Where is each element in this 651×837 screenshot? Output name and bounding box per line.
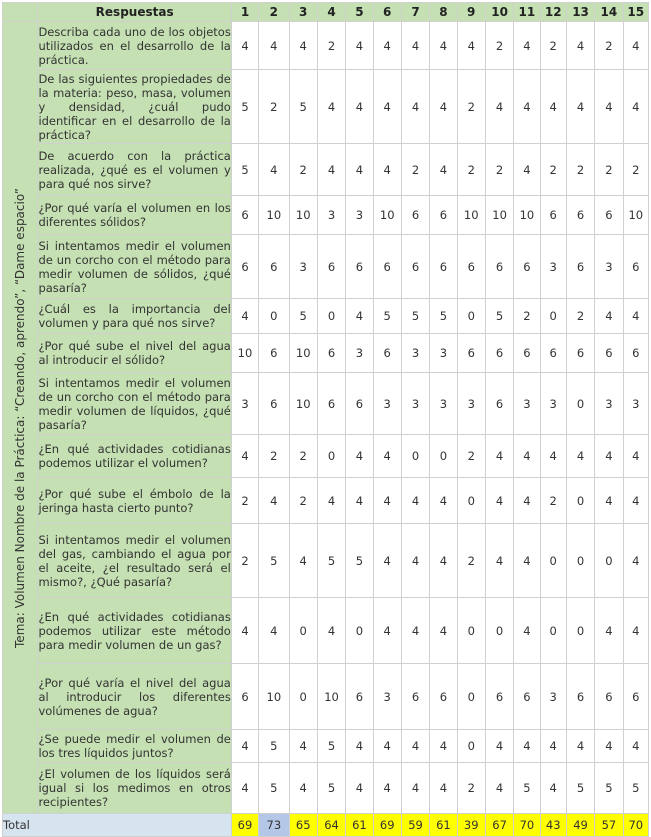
- score-cell: 4: [595, 299, 623, 334]
- score-cell: 2: [485, 22, 513, 70]
- header-row: [3, 3, 649, 22]
- score-cell: 5: [346, 524, 373, 598]
- score-cell: 4: [485, 435, 513, 478]
- score-cell: 6: [259, 235, 289, 299]
- score-cell: 4: [289, 730, 317, 763]
- score-cell: 4: [457, 22, 485, 70]
- header-col: 4: [317, 3, 345, 22]
- question-cell: Si intentamos medir el volumen de un corcho con el método para medir volumen de sólidos, ¿qué pasaría?: [38, 235, 231, 299]
- table-row: [3, 598, 649, 664]
- score-cell: 3: [623, 373, 648, 435]
- score-cell: 4: [514, 478, 540, 524]
- score-cell: 5: [373, 299, 401, 334]
- score-cell: 6: [401, 664, 429, 730]
- score-cell: 4: [346, 144, 373, 196]
- score-cell: 4: [401, 730, 429, 763]
- score-cell: 6: [566, 334, 594, 373]
- total-cell: 70: [514, 814, 540, 837]
- table-row: [3, 435, 649, 478]
- header-blank-cell: [3, 3, 38, 22]
- score-cell: 4: [373, 22, 401, 70]
- score-cell: 10: [373, 196, 401, 235]
- score-cell: 4: [514, 598, 540, 664]
- total-label: Total: [3, 814, 232, 837]
- score-cell: 2: [566, 299, 594, 334]
- score-cell: 2: [457, 70, 485, 144]
- total-cell: 59: [401, 814, 429, 837]
- score-cell: 4: [623, 22, 648, 70]
- score-cell: 4: [373, 144, 401, 196]
- score-cell: 2: [231, 478, 258, 524]
- score-cell: 4: [623, 478, 648, 524]
- score-cell: 4: [231, 22, 258, 70]
- score-cell: 4: [231, 730, 258, 763]
- score-cell: 4: [401, 763, 429, 814]
- score-cell: 0: [540, 598, 566, 664]
- header-col: 2: [259, 3, 289, 22]
- score-cell: 4: [595, 70, 623, 144]
- score-cell: 6: [430, 235, 457, 299]
- score-cell: 3: [373, 373, 401, 435]
- score-cell: 6: [317, 334, 345, 373]
- score-cell: 6: [595, 196, 623, 235]
- score-cell: 2: [566, 144, 594, 196]
- score-cell: 4: [485, 524, 513, 598]
- header-col: 9: [457, 3, 485, 22]
- score-cell: 0: [566, 478, 594, 524]
- header-col: 13: [566, 3, 594, 22]
- score-cell: 4: [401, 598, 429, 664]
- score-cell: 5: [566, 763, 594, 814]
- score-cell: 10: [231, 334, 258, 373]
- question-cell: ¿En qué actividades cotidianas podemos utilizar este método para medir volumen de un gas?: [38, 598, 231, 664]
- score-cell: 3: [540, 664, 566, 730]
- score-cell: 4: [346, 730, 373, 763]
- score-cell: 4: [485, 730, 513, 763]
- total-cell: 65: [289, 814, 317, 837]
- score-cell: 6: [623, 235, 648, 299]
- score-cell: 4: [566, 730, 594, 763]
- header-col: 11: [514, 3, 540, 22]
- question-cell: ¿En qué actividades cotidianas podemos utilizar el volumen?: [38, 435, 231, 478]
- score-cell: 4: [373, 763, 401, 814]
- score-cell: 6: [485, 235, 513, 299]
- score-cell: 6: [595, 334, 623, 373]
- score-cell: 6: [540, 334, 566, 373]
- score-cell: 5: [430, 299, 457, 334]
- score-cell: 6: [485, 334, 513, 373]
- score-cell: 2: [231, 524, 258, 598]
- score-cell: 4: [540, 763, 566, 814]
- score-cell: 0: [317, 435, 345, 478]
- question-cell: ¿Por qué sube el émbolo de la jeringa hasta cierto punto?: [38, 478, 231, 524]
- score-cell: 4: [514, 435, 540, 478]
- question-cell: ¿Cuál es la importancia del volumen y para qué nos sirve?: [38, 299, 231, 334]
- score-cell: 4: [623, 598, 648, 664]
- score-cell: 4: [401, 524, 429, 598]
- score-cell: 4: [485, 70, 513, 144]
- score-cell: 0: [566, 598, 594, 664]
- score-cell: 2: [317, 22, 345, 70]
- question-cell: Describa cada uno de los objetos utilizados en el desarrollo de la práctica.: [38, 22, 231, 70]
- score-cell: 4: [595, 598, 623, 664]
- score-cell: 3: [514, 373, 540, 435]
- score-cell: 6: [514, 235, 540, 299]
- score-cell: 4: [346, 70, 373, 144]
- header-col: 6: [373, 3, 401, 22]
- score-cell: 4: [373, 730, 401, 763]
- score-cell: 0: [289, 664, 317, 730]
- score-cell: 4: [430, 730, 457, 763]
- score-cell: 5: [317, 524, 345, 598]
- score-cell: 4: [566, 22, 594, 70]
- score-cell: 3: [401, 334, 429, 373]
- score-cell: 3: [595, 235, 623, 299]
- score-cell: 0: [430, 435, 457, 478]
- score-cell: 6: [401, 196, 429, 235]
- score-cell: 10: [623, 196, 648, 235]
- score-cell: 10: [317, 664, 345, 730]
- score-cell: 5: [595, 763, 623, 814]
- score-cell: 4: [623, 524, 648, 598]
- header-col: 5: [346, 3, 373, 22]
- table-row: [3, 373, 649, 435]
- score-cell: 0: [566, 524, 594, 598]
- header-col: 10: [485, 3, 513, 22]
- score-cell: 3: [540, 373, 566, 435]
- score-cell: 5: [259, 524, 289, 598]
- score-cell: 4: [373, 478, 401, 524]
- score-cell: 10: [259, 664, 289, 730]
- score-cell: 4: [231, 598, 258, 664]
- table-body: [3, 22, 649, 837]
- total-cell: 64: [317, 814, 345, 837]
- score-cell: 6: [231, 235, 258, 299]
- total-cell: 73: [259, 814, 289, 837]
- score-cell: 4: [401, 478, 429, 524]
- score-cell: 4: [430, 478, 457, 524]
- score-cell: 5: [514, 763, 540, 814]
- table-row: [3, 524, 649, 598]
- score-cell: 2: [289, 478, 317, 524]
- score-cell: 3: [595, 373, 623, 435]
- score-cell: 5: [317, 730, 345, 763]
- score-cell: 2: [457, 524, 485, 598]
- score-cell: 4: [346, 478, 373, 524]
- table-row: [3, 299, 649, 334]
- score-cell: 3: [346, 334, 373, 373]
- total-cell: 69: [231, 814, 258, 837]
- score-cell: 6: [566, 664, 594, 730]
- score-cell: 6: [317, 235, 345, 299]
- score-cell: 6: [623, 334, 648, 373]
- score-cell: 4: [231, 763, 258, 814]
- score-cell: 4: [346, 435, 373, 478]
- table-row: [3, 235, 649, 299]
- score-cell: 4: [289, 22, 317, 70]
- score-cell: 6: [231, 664, 258, 730]
- score-cell: 2: [289, 435, 317, 478]
- score-cell: 2: [457, 763, 485, 814]
- score-cell: 4: [623, 70, 648, 144]
- score-cell: 6: [623, 664, 648, 730]
- score-cell: 4: [540, 70, 566, 144]
- question-cell: Si intentamos medir el volumen de un corcho con el método para medir volumen de líquidos, ¿qué pasaría?: [38, 373, 231, 435]
- score-cell: 4: [514, 730, 540, 763]
- score-cell: 4: [373, 524, 401, 598]
- score-cell: 4: [317, 478, 345, 524]
- score-cell: 0: [289, 598, 317, 664]
- score-cell: 6: [346, 373, 373, 435]
- score-cell: 6: [231, 196, 258, 235]
- score-cell: 4: [317, 144, 345, 196]
- score-cell: 10: [485, 196, 513, 235]
- score-cell: 4: [540, 730, 566, 763]
- score-cell: 4: [514, 144, 540, 196]
- score-cell: 0: [457, 478, 485, 524]
- score-cell: 4: [259, 478, 289, 524]
- score-cell: 6: [259, 334, 289, 373]
- score-cell: 3: [540, 235, 566, 299]
- total-cell: 61: [430, 814, 457, 837]
- score-cell: 0: [457, 299, 485, 334]
- score-cell: 3: [430, 373, 457, 435]
- score-cell: 0: [540, 524, 566, 598]
- score-cell: 6: [373, 334, 401, 373]
- score-cell: 2: [595, 22, 623, 70]
- score-cell: 5: [259, 730, 289, 763]
- score-cell: 6: [566, 235, 594, 299]
- score-cell: 5: [259, 763, 289, 814]
- score-cell: 6: [401, 235, 429, 299]
- score-cell: 4: [259, 22, 289, 70]
- score-cell: 0: [540, 299, 566, 334]
- score-cell: 5: [289, 70, 317, 144]
- score-cell: 2: [289, 144, 317, 196]
- question-cell: ¿Por qué sube el nivel del agua al introducir el sólido?: [38, 334, 231, 373]
- score-cell: 10: [289, 196, 317, 235]
- total-cell: 70: [623, 814, 648, 837]
- table-row: [3, 334, 649, 373]
- score-cell: 4: [317, 598, 345, 664]
- score-cell: 4: [430, 763, 457, 814]
- score-cell: 4: [231, 435, 258, 478]
- score-cell: 2: [623, 144, 648, 196]
- score-cell: 2: [514, 299, 540, 334]
- table-row: [3, 144, 649, 196]
- total-cell: 49: [566, 814, 594, 837]
- question-cell: ¿Por qué varía el volumen en los diferentes sólidos?: [38, 196, 231, 235]
- score-cell: 3: [231, 373, 258, 435]
- total-cell: 43: [540, 814, 566, 837]
- table-row: [3, 478, 649, 524]
- score-cell: 2: [540, 22, 566, 70]
- score-cell: 0: [259, 299, 289, 334]
- score-cell: 4: [623, 435, 648, 478]
- score-cell: 2: [457, 435, 485, 478]
- header-col: 3: [289, 3, 317, 22]
- header-col: 1: [231, 3, 258, 22]
- question-cell: Si intentamos medir el volumen del gas, cambiando el agua por el aceite, ¿el resultado será el mismo?, ¿Qué pasaría?: [38, 524, 231, 598]
- score-cell: 3: [317, 196, 345, 235]
- score-cell: 6: [373, 235, 401, 299]
- score-cell: 3: [401, 373, 429, 435]
- score-cell: 5: [317, 763, 345, 814]
- table-row: [3, 664, 649, 730]
- score-cell: 4: [346, 763, 373, 814]
- score-cell: 4: [289, 524, 317, 598]
- table-row: [3, 196, 649, 235]
- score-cell: 6: [595, 664, 623, 730]
- score-cell: 0: [401, 435, 429, 478]
- score-cell: 0: [317, 299, 345, 334]
- score-cell: 4: [595, 730, 623, 763]
- score-cell: 5: [231, 70, 258, 144]
- score-cell: 10: [289, 373, 317, 435]
- score-cell: 6: [514, 334, 540, 373]
- score-cell: 6: [430, 664, 457, 730]
- score-cell: 0: [566, 373, 594, 435]
- score-cell: 2: [401, 144, 429, 196]
- score-cell: 6: [346, 235, 373, 299]
- score-cell: 4: [231, 299, 258, 334]
- total-cell: 61: [346, 814, 373, 837]
- question-cell: De las siguientes propiedades de la materia: peso, masa, volumen y densidad, ¿cuál pudo identificar en el desarrollo de la práctica?: [38, 71, 231, 142]
- table-row: [3, 22, 649, 70]
- score-cell: 2: [457, 144, 485, 196]
- score-cell: 5: [485, 299, 513, 334]
- score-cell: 4: [289, 763, 317, 814]
- score-cell: 2: [259, 70, 289, 144]
- score-cell: 4: [514, 70, 540, 144]
- score-cell: 4: [623, 299, 648, 334]
- score-cell: 0: [485, 598, 513, 664]
- score-cell: 4: [317, 70, 345, 144]
- header-col: 14: [595, 3, 623, 22]
- score-cell: 4: [485, 763, 513, 814]
- score-cell: 3: [289, 235, 317, 299]
- score-cell: 0: [346, 598, 373, 664]
- score-cell: 10: [514, 196, 540, 235]
- table-row: [3, 70, 649, 144]
- score-cell: 3: [373, 664, 401, 730]
- score-cell: 0: [457, 598, 485, 664]
- score-cell: 6: [485, 664, 513, 730]
- table-row: [3, 763, 649, 814]
- score-cell: 2: [259, 435, 289, 478]
- score-cell: 6: [540, 196, 566, 235]
- results-table: [2, 2, 649, 837]
- score-cell: 4: [514, 524, 540, 598]
- score-cell: 6: [457, 334, 485, 373]
- score-cell: 0: [595, 524, 623, 598]
- score-cell: 3: [430, 334, 457, 373]
- score-cell: 6: [259, 373, 289, 435]
- score-cell: 10: [457, 196, 485, 235]
- score-cell: 4: [373, 70, 401, 144]
- score-cell: 4: [430, 22, 457, 70]
- score-cell: 4: [514, 22, 540, 70]
- total-cell: 67: [485, 814, 513, 837]
- topic-side-label-cell: [3, 22, 38, 814]
- score-cell: 5: [289, 299, 317, 334]
- header-col: 8: [430, 3, 457, 22]
- score-cell: 4: [346, 299, 373, 334]
- header-respuestas: Respuestas: [38, 3, 231, 22]
- score-cell: 4: [430, 70, 457, 144]
- score-cell: 4: [373, 598, 401, 664]
- header-col: 12: [540, 3, 566, 22]
- total-cell: 57: [595, 814, 623, 837]
- score-cell: 4: [346, 22, 373, 70]
- score-cell: 2: [595, 144, 623, 196]
- score-cell: 3: [346, 196, 373, 235]
- header-col: 15: [623, 3, 648, 22]
- score-cell: 0: [457, 730, 485, 763]
- score-cell: 6: [566, 196, 594, 235]
- header-col: 7: [401, 3, 429, 22]
- score-cell: 4: [430, 144, 457, 196]
- score-cell: 2: [540, 144, 566, 196]
- score-cell: 2: [540, 478, 566, 524]
- score-cell: 10: [289, 334, 317, 373]
- question-cell: ¿El volumen de los líquidos será igual si los medimos en otros recipientes?: [38, 763, 231, 814]
- score-cell: 4: [485, 478, 513, 524]
- score-cell: 4: [430, 524, 457, 598]
- question-cell: De acuerdo con la práctica realizada, ¿qué es el volumen y para qué nos sirve?: [38, 144, 231, 196]
- score-cell: 4: [401, 22, 429, 70]
- score-cell: 4: [623, 730, 648, 763]
- score-cell: 4: [540, 435, 566, 478]
- score-cell: 4: [430, 598, 457, 664]
- score-cell: 4: [259, 144, 289, 196]
- score-cell: 4: [401, 70, 429, 144]
- total-row: [3, 814, 649, 837]
- total-cell: 39: [457, 814, 485, 837]
- score-cell: 4: [566, 435, 594, 478]
- topic-side-label: Tema: Volumen Nombre de la Práctica: “Creando, aprendo”, “Dame espacio”: [13, 187, 28, 648]
- table-row: [3, 730, 649, 763]
- score-cell: 6: [430, 196, 457, 235]
- score-cell: 6: [457, 235, 485, 299]
- score-cell: 3: [457, 373, 485, 435]
- score-cell: 2: [485, 144, 513, 196]
- score-cell: 6: [346, 664, 373, 730]
- score-cell: 5: [231, 144, 258, 196]
- score-cell: 5: [401, 299, 429, 334]
- score-cell: 4: [373, 435, 401, 478]
- score-cell: 6: [514, 664, 540, 730]
- score-cell: 5: [623, 763, 648, 814]
- score-cell: 10: [259, 196, 289, 235]
- score-cell: 6: [317, 373, 345, 435]
- score-cell: 4: [566, 70, 594, 144]
- score-cell: 6: [485, 373, 513, 435]
- score-cell: 4: [595, 478, 623, 524]
- score-cell: 4: [259, 598, 289, 664]
- score-cell: 4: [595, 435, 623, 478]
- total-cell: 69: [373, 814, 401, 837]
- question-cell: ¿Se puede medir el volumen de los tres líquidos juntos?: [38, 730, 231, 763]
- score-cell: 0: [457, 664, 485, 730]
- question-cell: ¿Por qué varía el nivel del agua al introducir los diferentes volúmenes de agua?: [38, 664, 231, 730]
